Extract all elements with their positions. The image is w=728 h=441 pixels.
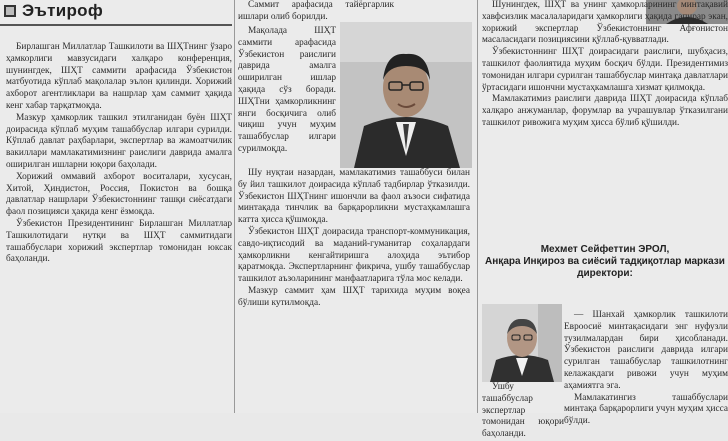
paragraph: Хорижий оммавий ахборот воситалари, хусусан, Хитой, Ҳиндистон, Россия, Покистон ва бошқа давлатлар нашрлари Ўзбекистоннинг ташқи сиёсатдаги фаол позицияси ҳақида кенг ёзмоқда. xyxy=(6,171,232,218)
article-column-2 xyxy=(238,168,470,413)
section-title: Эътироф xyxy=(22,1,104,20)
column-divider xyxy=(477,0,478,413)
portrait-illustration xyxy=(482,304,562,382)
quote-author-caption xyxy=(482,244,728,280)
portrait-illustration xyxy=(340,22,472,168)
paragraph: Ушбу ташаббуслар экспертлар томонидан юқори баҳоланди. xyxy=(482,382,564,440)
article-column-3 xyxy=(482,0,728,240)
article-column-3-bottom xyxy=(482,382,564,440)
paragraph: Ўзбекистон ШҲТ доирасида транспорт-коммуникация, савдо-иқтисодий ва маданий-гуманитар соҳалардаги ҳамкорликни кенгайтиришга алоҳида эътибор қаратмоқда. Экспертларнинг фикрича, ушбу ташаббуслар ташкилот аъзоларининг манфаатларига тўла мос келади. xyxy=(238,226,470,285)
paragraph: Мазкур саммит ҳам ШҲТ тарихида муҳим воқеа бўлиши кутилмоқда. xyxy=(238,285,470,308)
paragraph: Мазкур ҳамкорлик ташкил этилганидан буён ШҲТ доирасида кўплаб муҳим ташаббуслар илгари сурилди. Кўплаб давлат раҳбарлари, экспертлар ва жамоатчилик вакиллари мамлакатимизнинг раислиги даврида амалга оширилган ишларни юқори баҳолади. xyxy=(6,112,232,170)
author-portrait-photo xyxy=(482,304,562,382)
paragraph: Бирлашган Миллатлар Ташкилоти ва ШҲТнинг ўзаро ҳамкорлиги мавзусидаги халқаро конференция, шунингдек, ШҲТ саммити арафасида Ўзбекистон матбуотида кўплаб мақолалар эълон қилинди. Хорижий ахборот агентликлари ва нашрлар ҳам саммит ҳақида кенг хабар тарқатмоқда. xyxy=(6,42,232,111)
portrait-photo xyxy=(340,22,472,168)
paragraph: Мамлакатингиз ташаббуслари минтақа барқарорлиги учун муҳим ҳисса бўлди. xyxy=(564,392,728,427)
paragraph: Шунингдек, ШҲТ ва унинг ҳамкорларининг минтақавий хавфсизлик масалаларидаги ҳамкорлиги ҳақида гапирар экан, хорижий экспертлар Ўзбекистоннинг Афғонистон масаласидаги позициясини қўллаб-қувватлади. xyxy=(482,0,728,46)
paragraph: Мамлакатимиз раислиги даврида ШҲТ доирасида кўплаб халқаро анжуманлар, форумлар ва учрашувлар ўтказилгани ташкилот ривожига муҳим ҳисса бўлиб қўшилди. xyxy=(482,94,728,128)
paragraph: Ўзбекистон Президентининг Бирлашган Миллатлар Ташкилотидаги нутқи ва ШҲТ саммитидаги ташаббуслари хорижий экспертлар томонидан юксак баҳоланди. xyxy=(6,218,232,265)
section-marker-icon xyxy=(4,5,16,17)
paragraph: Мақолада ШҲТ саммити арафасида Ўзбекистон раислиги даврида амалга оширилган ишлар ҳақида сўз боради. ШҲТни ҳамкорликнинг янги босқичига олиб чиқиш учун муҳим ташаббуслар илгари сурилмоқда. xyxy=(238,26,336,154)
article-column-2-top xyxy=(238,0,394,21)
author-name: Мехмет Сейфеттин ЭРОЛ, xyxy=(540,244,670,255)
column-divider xyxy=(234,0,235,413)
paragraph: Ўзбекистоннинг ШҲТ доирасидаги раислиги, шубҳасиз, ташкилот фаолиятида муҳим босқич бўлди. Президентимиз томонидан илгари сурилган ташаббуслар минтақа давлатлари ўртасидаги ишончни мустаҳкамлашга хизмат қилмоқда. xyxy=(482,47,728,93)
paragraph: — Шанхай ҳамкорлик ташкилоти Евроосиё минтақасидаги энг нуфузли тузилмалардан бири ҳисобланади. Ўзбекистон раислиги даврида илгари сурилган ташаббуслар ташкилотнинг келажакдаги ривожи учун муҳим аҳамиятга эга. xyxy=(564,310,728,391)
article-column-3-quote xyxy=(564,310,728,427)
article-column-2-mid xyxy=(238,26,336,168)
paragraph: Шу нуқтаи назардан, мамлакатимиз ташаббуси билан бу йил ташкилот доирасида кўплаб тадбирлар ўтказилди. Ўзбекистон ШҲТнинг ишончли ва фаол аъзоси сифатида минтақада тинчлик ва барқарорликни мустаҳкамлашга катта ҳисса қўшмоқда. xyxy=(238,168,470,226)
author-role: Анқара Инқироз ва сиёсий тадқиқотлар маркази директори: xyxy=(485,256,725,279)
header-rule xyxy=(0,24,232,26)
section-header xyxy=(0,0,218,24)
article-column-1 xyxy=(6,42,232,413)
paragraph: Саммит арафасида тайёргарлик ишлари олиб борилди. xyxy=(238,0,394,22)
